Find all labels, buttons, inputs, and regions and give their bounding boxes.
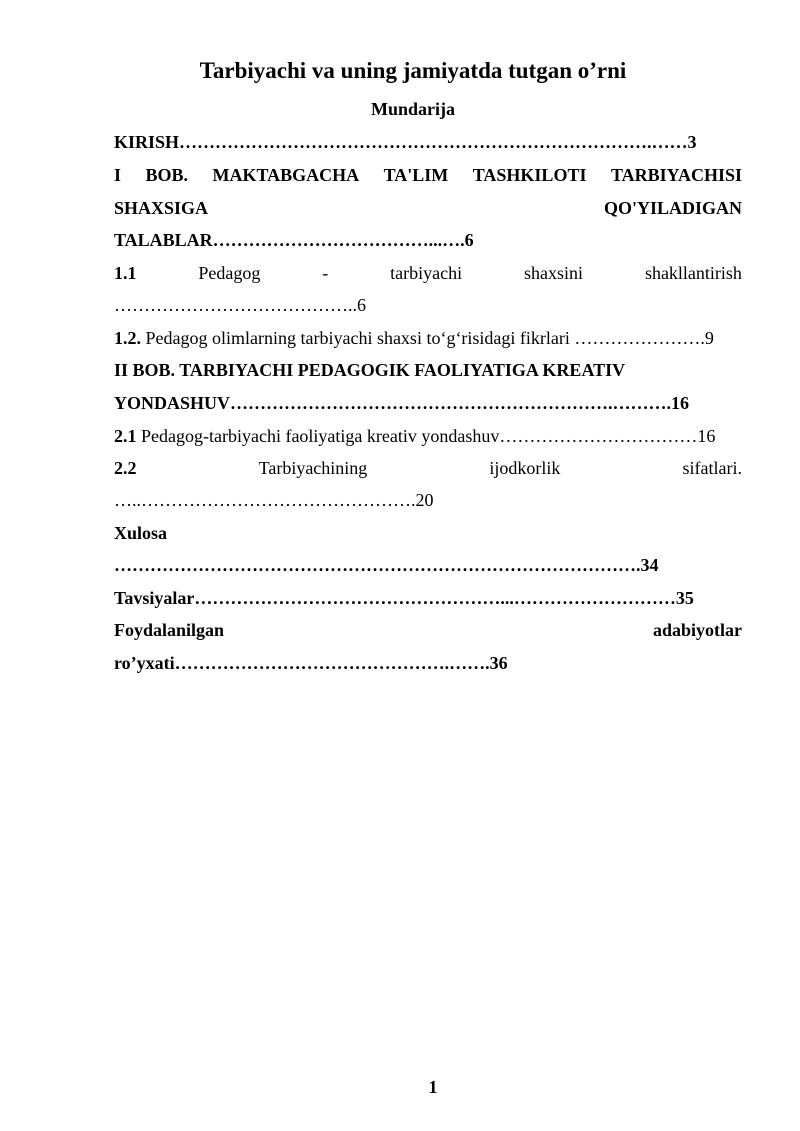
toc-entry-kirish: KIRISH…………………………………………………………………….……3 <box>114 132 697 152</box>
document-title: Tarbiyachi va uning jamiyatda tutgan o’rni <box>199 58 627 83</box>
toc-word: SHAXSIGA <box>114 198 209 218</box>
toc-word: TASHKILOTI <box>472 165 587 185</box>
toc-word: TA'LIM <box>383 165 449 185</box>
toc-section-number: 1.1 <box>114 263 137 283</box>
toc-word: BOB. <box>145 165 188 185</box>
toc-entry-bibliography-line2: ro’yxati……………………………………….…….36 <box>114 653 508 673</box>
toc-entry-bibliography-line1 <box>114 619 742 641</box>
toc-section-number: 2.1 <box>114 426 137 446</box>
toc-word: tarbiyachi <box>390 263 463 283</box>
toc-word: shakllantirish <box>644 263 742 283</box>
toc-word: I <box>114 165 122 185</box>
toc-word: TARBIYACHISI <box>610 165 742 185</box>
toc-entry-chapter1-line3: TALABLAR………………………………...….6 <box>114 230 474 250</box>
toc-entry-xulosa-line2: …………………………………………………………………………….34 <box>114 555 659 575</box>
toc-section-text: Pedagog-tarbiyachi faoliyatiga kreativ yondashuv……………………………16 <box>136 426 716 446</box>
toc-word: adabiyotlar <box>652 620 742 640</box>
toc-entry-section-2-1 <box>114 425 742 447</box>
toc-word: Tarbiyachining <box>258 458 368 478</box>
toc-section-number: 2.2 <box>114 458 137 478</box>
toc-word: - <box>322 263 329 283</box>
toc-entry-section-2-2-line2: …..……………………………………….20 <box>114 490 434 510</box>
toc-entry-section-2-2-line1 <box>114 457 742 479</box>
toc-heading: Mundarija <box>370 99 455 119</box>
toc-word: MAKTABGACHA <box>212 165 360 185</box>
toc-entry-xulosa-line1: Xulosa <box>114 523 168 543</box>
toc-word: shaxsini <box>524 263 584 283</box>
toc-word: sifatlari. <box>682 458 742 478</box>
toc-word: Pedagog <box>198 263 261 283</box>
toc-word: ijodkorlik <box>489 458 561 478</box>
toc-entry-chapter1-line1 <box>114 164 742 186</box>
toc-section-text: Pedagog olimlarning tarbiyachi shaxsi to‘g‘risidagi fikrlari ………………….9 <box>141 328 714 348</box>
toc-entry-chapter1-line2 <box>114 197 742 219</box>
toc-entry-section-1-1-line2: …………………………………..6 <box>114 295 366 315</box>
page-number: 1 <box>428 1077 438 1097</box>
toc-word: QO'YILADIGAN <box>603 198 742 218</box>
toc-entry-section-1-1-line1 <box>114 262 742 284</box>
toc-section-number: 1.2. <box>114 328 141 348</box>
toc-word: Foydalanilgan <box>114 620 225 640</box>
toc-entry-tavsiyalar: Tavsiyalar……………………………………………...………………………35 <box>114 588 694 608</box>
toc-entry-chapter2-line1: II BOB. TARBIYACHI PEDAGOGIK FAOLIYATIGA KREATIV <box>114 360 626 380</box>
toc-entry-chapter2-line2: YONDASHUV……………………………………………………….……….16 <box>114 393 690 413</box>
toc-entry-section-1-2 <box>114 327 742 349</box>
